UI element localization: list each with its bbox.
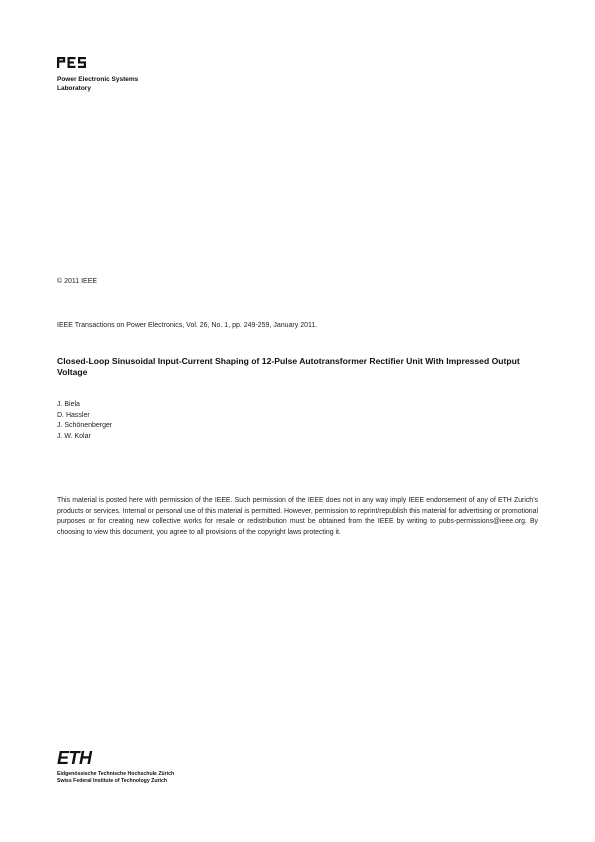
author-list <box>57 400 112 442</box>
lab-name-line1: Power Electronic Systems <box>57 76 139 83</box>
eth-logo-icon <box>57 749 97 766</box>
eth-logo-text: ETH <box>57 749 92 766</box>
author-name: J. Schönenberger <box>57 422 113 430</box>
institution-name-de: Eidgenössische Technische Hochschule Zürich <box>57 771 175 777</box>
publication-citation: IEEE Transactions on Power Electronics, Vol. 26, No. 1, pp. 249-259, January 2011. <box>57 322 318 329</box>
author-name: J. W. Kolar <box>57 432 91 440</box>
lab-name-line2: Laboratory <box>57 84 91 92</box>
pes-logo-icon <box>57 56 87 68</box>
author-name: J. Biela <box>57 401 80 408</box>
permission-notice: This material is posted here with permission of the IEEE. Such permission of the IEEE does not in any way imply IEEE endorsement of any of ETH Zurich’s products or services. Internal or personal use of this material is permitted. However, permission to reprint/republish this material for advertising or promotional purposes or for creating new collective works for resale or redistribution must be obtained from the IEEE by writing to pubs-permissions@ieee.org. By choosing to view this document, you agree to all provisions of the copyright laws protecting it. <box>57 497 538 537</box>
institution-name-en: Swiss Federal Institute of Technology Zurich <box>57 778 168 785</box>
paper-title: Closed-Loop Sinusoidal Input-Current Shaping of 12-Pulse Autotransformer Rectifier Unit With Impressed Output Voltage <box>57 356 520 377</box>
lab-name <box>57 76 138 93</box>
author-name: D. Hassler <box>57 411 90 419</box>
copyright-notice: © 2011 IEEE <box>57 278 98 285</box>
institution-name <box>57 771 174 786</box>
